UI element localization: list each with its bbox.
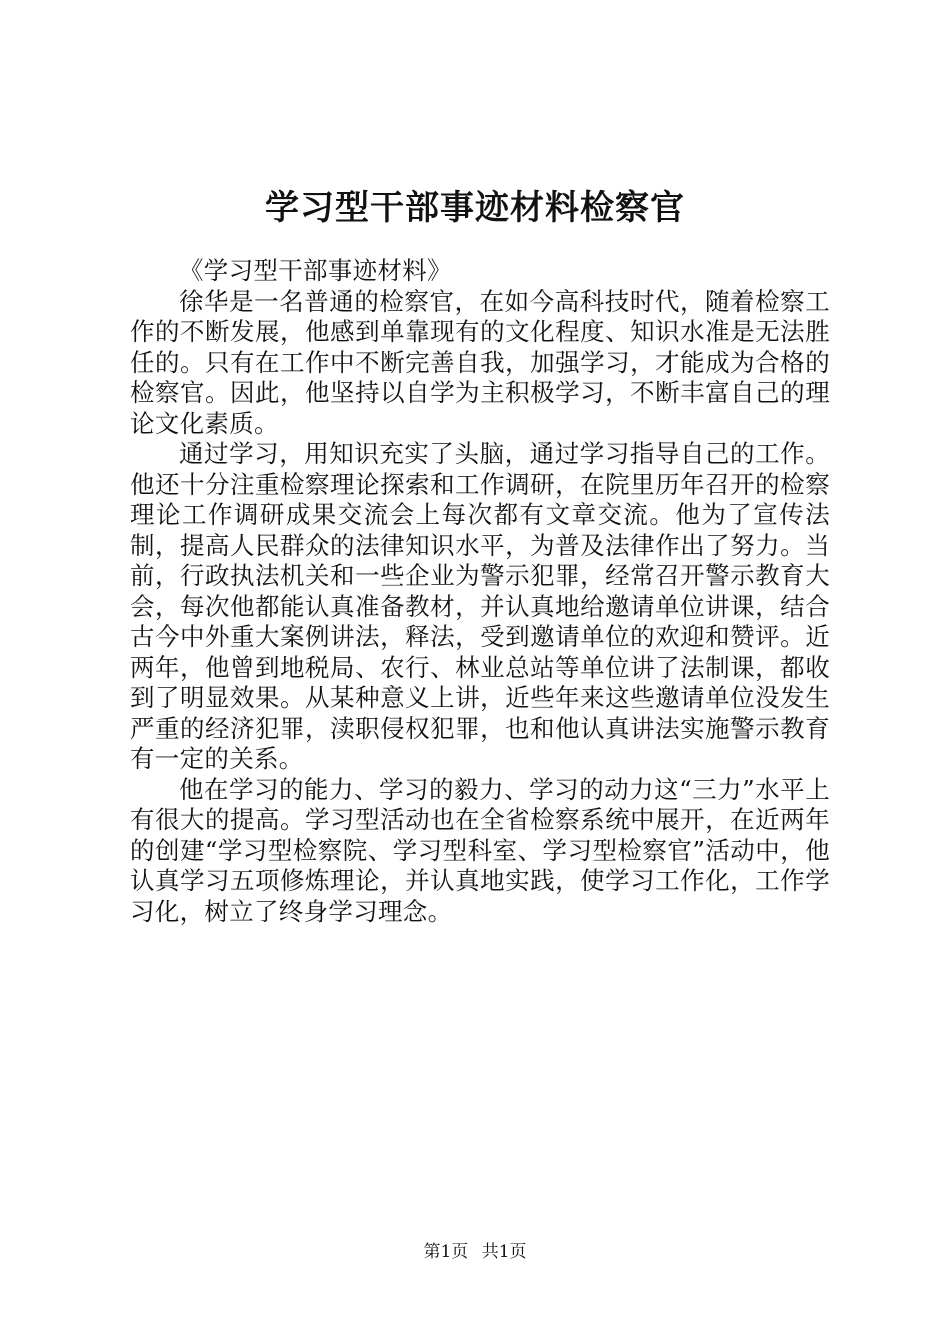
page-total: 共1页: [481, 1242, 527, 1262]
document-subtitle: 《学习型干部事迹材料》: [179, 256, 452, 285]
page-number: 第1页: [423, 1242, 469, 1262]
document-body: [130, 256, 830, 927]
paragraph-1: 徐华是一名普通的检察官，在如今高科技时代，随着检察工作的不断发展，他感到单靠现有的文化程度、知识水准是无法胜任的。只有在工作中不断完善自我，加强学习，才能成为合格的检察官。因此，他坚持以自学为主积极学习，不断丰富自己的理论文化素质。: [130, 286, 830, 438]
page-footer: [0, 1240, 950, 1264]
paragraph-3: 他在学习的能力、学习的毅力、学习的动力这“三力”水平上有很大的提高。学习型活动也在全省检察系统中展开，在近两年的创建“学习型检察院、学习型科室、学习型检察官”活动中，他认真学习五项修炼理论，并认真地实践，使学习工作化，工作学习化，树立了终身学习理念。: [130, 774, 830, 926]
paragraph-2: 通过学习，用知识充实了头脑，通过学习指导自己的工作。他还十分注重检察理论探索和工作调研，在院里历年召开的检察理论工作调研成果交流会上每次都有文章交流。他为了宣传法制，提高人民群众的法律知识水平，为普及法律作出了努力。当前，行政执法机关和一些企业为警示犯罪，经常召开警示教育大会，每次他都能认真准备教材，并认真地给邀请单位讲课，结合古今中外重大案例讲法，释法，受到邀请单位的欢迎和赞评。近两年，他曾到地税局、农行、林业总站等单位讲了法制课，都收到了明显效果。从某种意义上讲，近些年来这些邀请单位没发生严重的经济犯罪，渎职侵权犯罪，也和他认真讲法实施警示教育有一定的关系。: [130, 439, 830, 773]
document-title: 学习型干部事迹材料检察官: [265, 188, 685, 228]
